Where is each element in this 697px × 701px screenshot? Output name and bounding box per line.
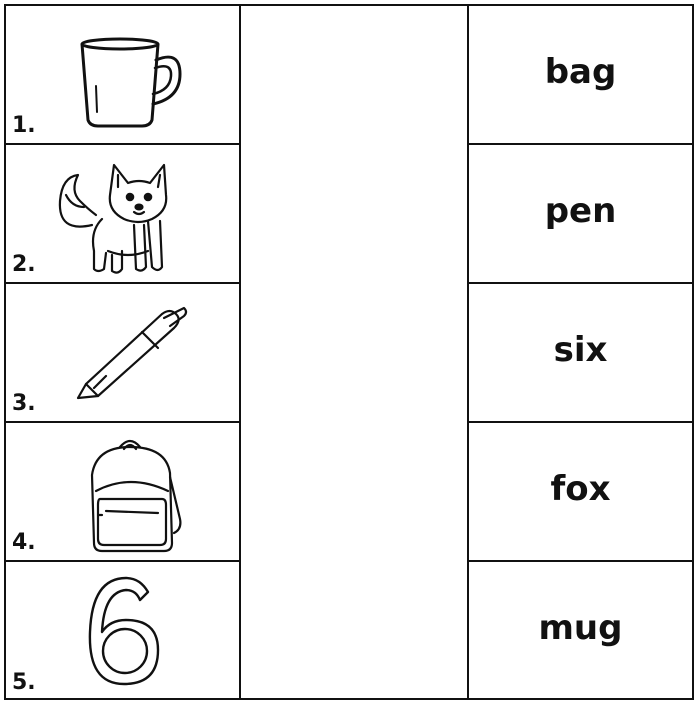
word-label: mug bbox=[538, 608, 623, 648]
word-cell-2 bbox=[469, 145, 692, 284]
word-label: fox bbox=[550, 468, 611, 509]
fox-icon bbox=[52, 155, 182, 277]
picture-column bbox=[6, 6, 239, 698]
picture-cell-5 bbox=[6, 562, 239, 700]
number-six-icon bbox=[86, 574, 166, 688]
word-column bbox=[469, 6, 692, 698]
item-number: 5. bbox=[12, 670, 36, 695]
item-number: 3. bbox=[12, 391, 36, 416]
word-label: bag bbox=[544, 51, 617, 92]
item-number: 1. bbox=[12, 113, 36, 138]
word-cell-1 bbox=[469, 6, 692, 145]
matching-worksheet bbox=[4, 4, 694, 700]
picture-cell-4 bbox=[6, 423, 239, 562]
item-number: 4. bbox=[12, 530, 36, 555]
picture-cell-1 bbox=[6, 6, 239, 145]
word-cell-4 bbox=[469, 423, 692, 562]
word-label: pen bbox=[544, 190, 617, 231]
word-label: six bbox=[553, 329, 608, 370]
picture-cell-3 bbox=[6, 284, 239, 423]
mug-icon bbox=[76, 36, 186, 128]
answer-column[interactable] bbox=[239, 6, 469, 698]
pen-icon bbox=[72, 304, 192, 404]
picture-cell-2 bbox=[6, 145, 239, 284]
backpack-icon bbox=[82, 433, 182, 557]
item-number: 2. bbox=[12, 252, 36, 277]
word-cell-3 bbox=[469, 284, 692, 423]
word-cell-5 bbox=[469, 562, 692, 700]
